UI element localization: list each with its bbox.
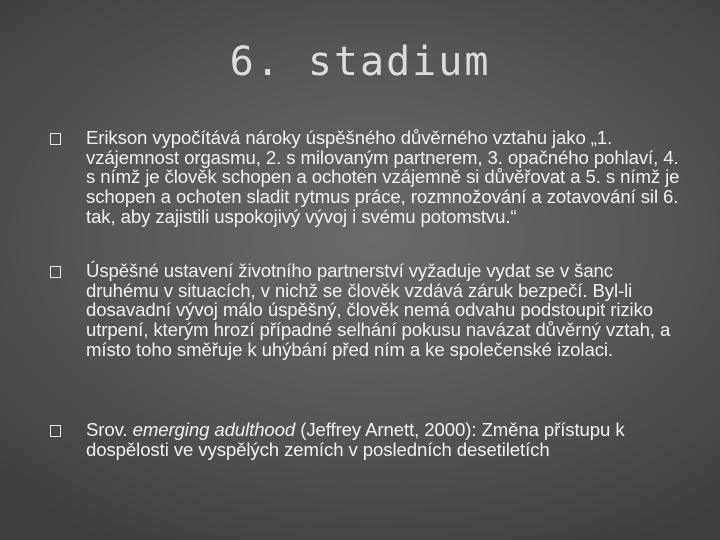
slide-title: 6. stadium [229, 39, 491, 85]
bullet-text [86, 128, 686, 227]
bullet-text [86, 261, 686, 360]
bullet-text-emphasis: emerging adulthood [132, 419, 296, 440]
bullet-text-part: Úspěšné ustavení životního partnerství vyžaduje vydat se v šanc druhému v situacích, v nichž se člověk vzdává záruk bezpečí. Byl-li dosavadní vývoj málo úspěšný, člověk nemá odvahu podstoupit riziko utrpení, kterým hrozí případné selhání pokusu navázat důvěrný vztah, a místo toho směřuje k uhýbání před ním a ke společenské izolaci. [86, 260, 671, 360]
bullet-text-part: Erikson vypočítává nároky úspěšného důvěrného vztahu jako „1. vzájemnost orgasmu, 2. s milovaným partnerem, 3. opačného pohlaví, 4. s nímž je člověk schopen a ochoten vzájemně si důvěřovat a 5. s nímž je schopen a ochoten sladit rytmus práce, rozmnožování a zotavování sil 6. tak, aby zajistili uspokojivý vývoj i svému potomstvu.“ [86, 127, 680, 227]
bullet-square-icon [50, 425, 61, 437]
bullet-text [86, 420, 686, 459]
bullet-square-icon [50, 133, 61, 145]
bullet-text-part: Srov. [86, 419, 133, 440]
bullet-text-part: (Jeffrey Arnett, 2000): Změna přístupu k dospělosti ve vyspělých zemích v posledních desetiletích [86, 419, 625, 460]
bullet-square-icon [50, 266, 61, 278]
